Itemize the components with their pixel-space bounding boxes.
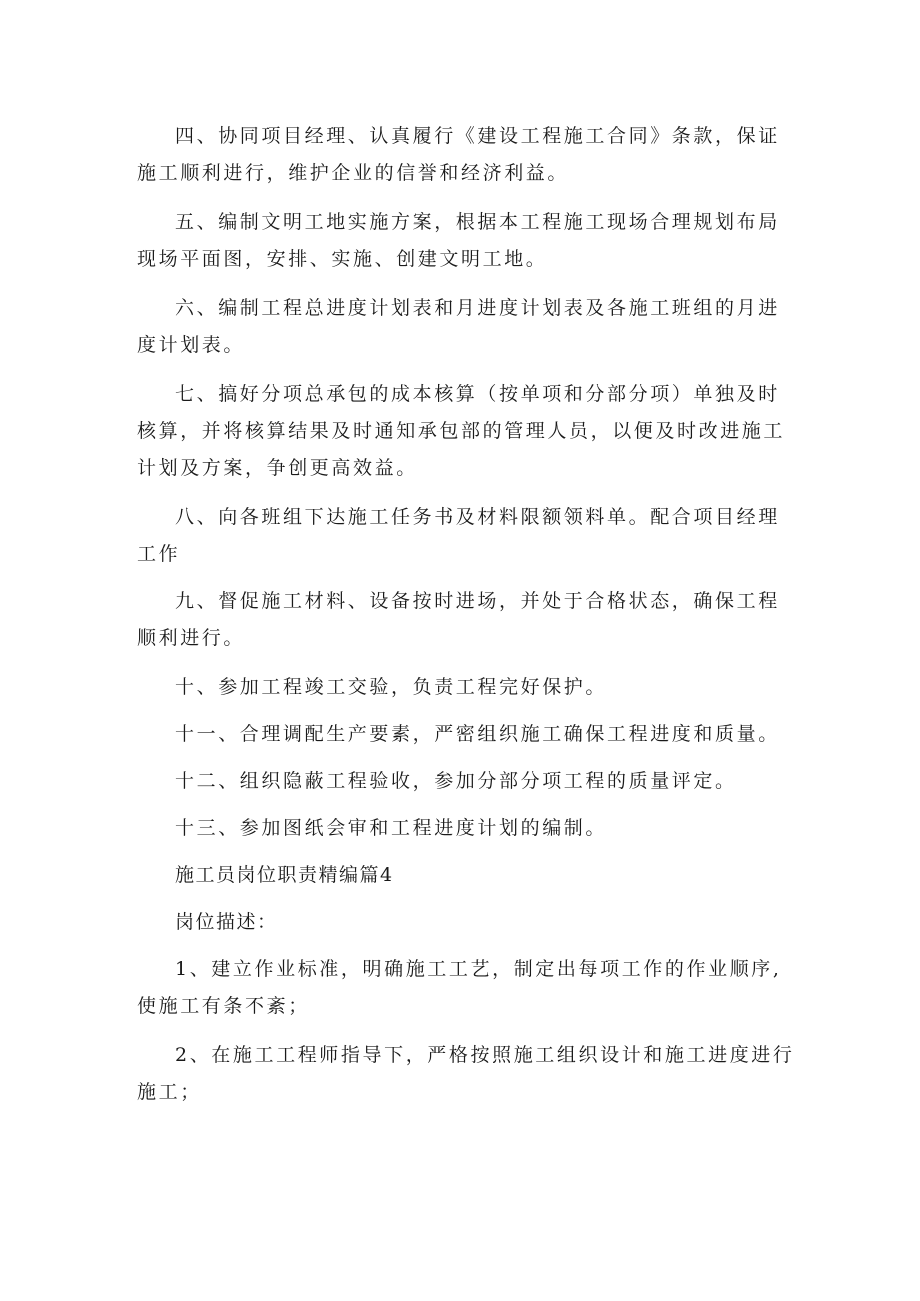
paragraph-13: 十三、参加图纸会审和工程进度计划的编制。 (175, 817, 608, 839)
paragraph-5: 五、编制文明工地实施方案，根据本工程施工现场合理规划布局现场平面图，安排、实施、创建文明工地。 (137, 211, 780, 270)
paragraph-7: 七、搞好分项总承包的成本核算（按单项和分部分项）单独及时核算，并将核算结果及时通知承包部的管理人员，以便及时改进施工计划及方案，争创更高效益。 (137, 383, 786, 479)
paragraph-10: 十、参加工程竣工交验，负责工程完好保护。 (175, 676, 608, 698)
paragraph-11: 十一、合理调配生产要素，严密组织施工确保工程进度和质量。 (175, 723, 780, 745)
paragraph-9: 九、督促施工材料、设备按时进场，并处于合格状态，确保工程顺利进行。 (137, 590, 780, 649)
document-body (137, 118, 797, 1123)
paragraph-6: 六、编制工程总进度计划表和月进度计划表及各施工班组的月进度计划表。 (137, 297, 780, 356)
paragraph-8: 八、向各班组下达施工任务书及材料限额领料单。配合项目经理工作 (137, 506, 780, 565)
section-subtitle: 岗位描述： (175, 911, 278, 933)
list-item-1: 1、建立作业标准，明确施工工艺，制定出每项工作的作业顺序,使施工有条不紊； (137, 958, 782, 1017)
list-item-2: 2、在施工工程师指导下，严格按照施工组织设计和施工进度进行施工； (137, 1044, 795, 1103)
paragraph-4: 四、协同项目经理、认真履行《建设工程施工合同》条款，保证施工顺利进行，维护企业的信誉和经济利益。 (137, 125, 780, 184)
paragraph-12: 十二、组织隐蔽工程验收，参加分部分项工程的质量评定。 (175, 770, 737, 792)
section-title: 施工员岗位职责精编篇4 (175, 864, 394, 886)
